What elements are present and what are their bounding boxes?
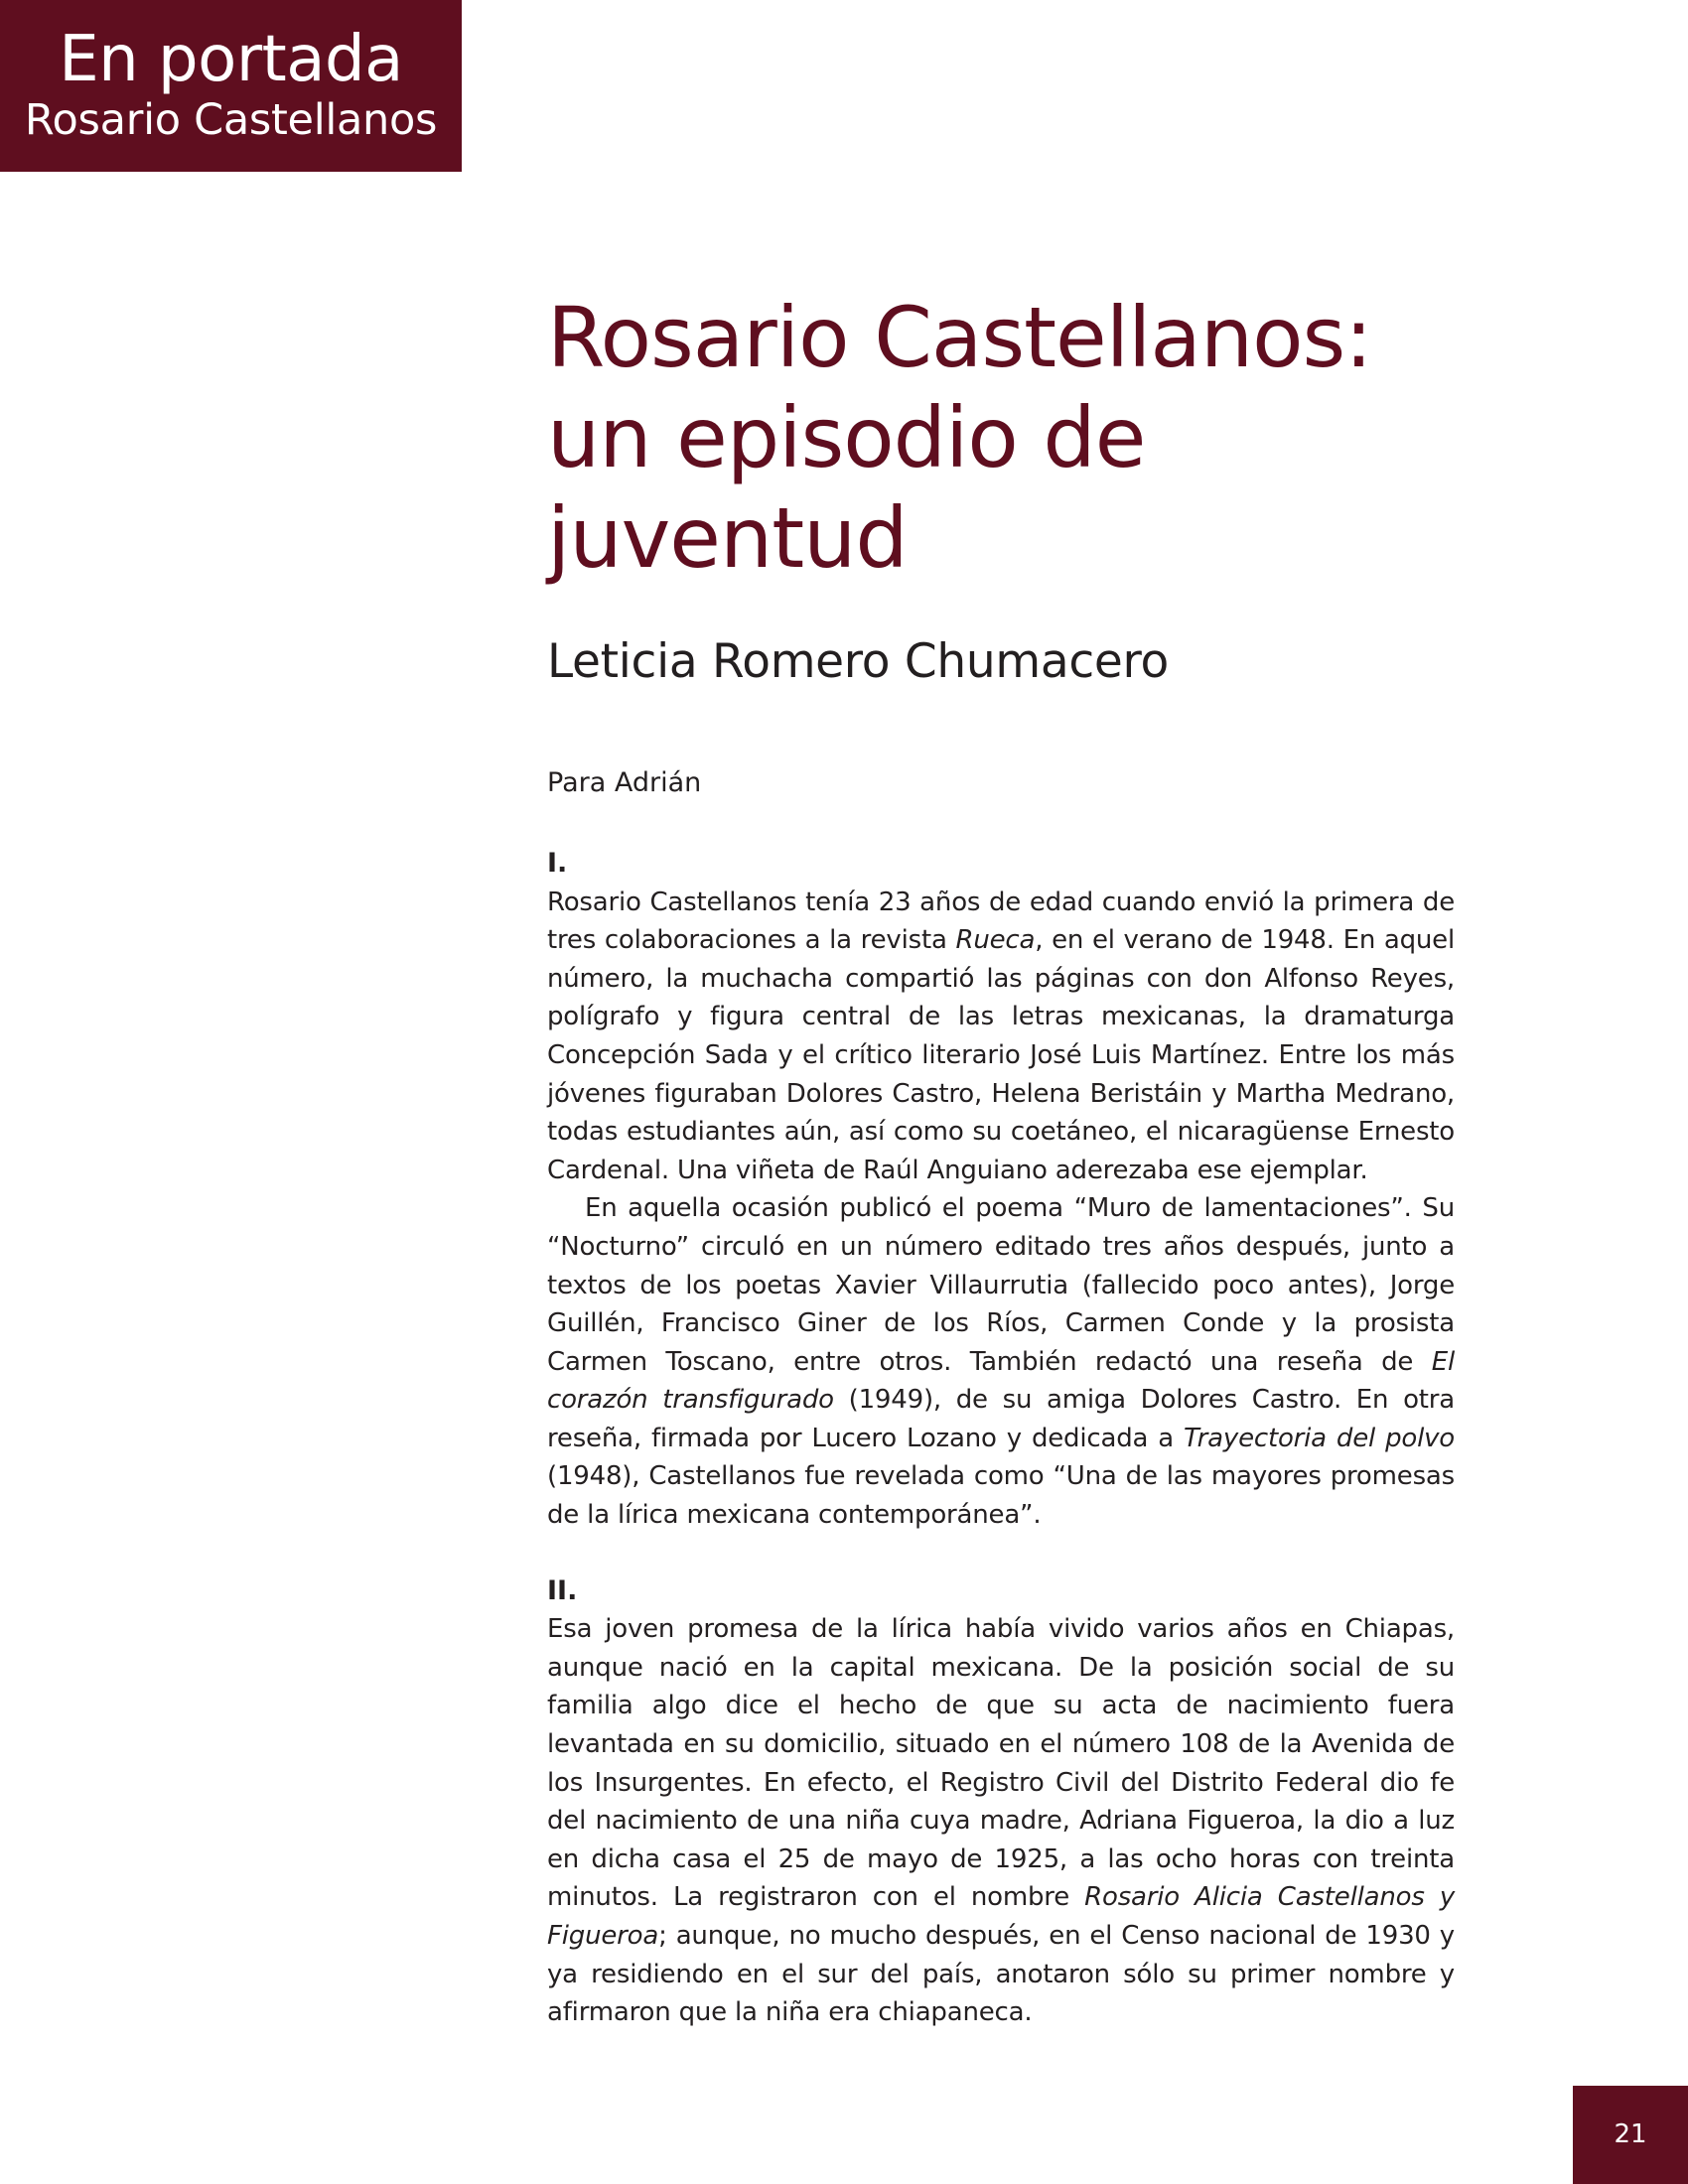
article-title-line: Rosario Castellanos: [547,289,1372,386]
body-paragraph [547,1189,1455,1534]
text-run: En aquella ocasión publicó el poema “Muro de lamentaciones”. Su “Nocturno” circuló en un número editado tres años después, junto a textos de los poetas Xavier Villaurrutia (fallecido poco antes), Jorge Guillén, Francisco Giner de los Ríos, Carmen Conde y la prosista Carmen Toscano, entre otros. También redactó una reseña de [547,1193,1455,1377]
page-number: 21 [1573,2086,1688,2184]
body-paragraph [547,884,1455,1190]
italic-title: Rueca [955,925,1036,956]
section-heading-1: I. [547,848,568,880]
text-run: Esa joven promesa de la lírica había vivido varios años en Chiapas, aunque nació en la capital mexicana. De la posición social de su familia algo dice el hecho de que su acta de nacimiento fuera levantada en su domicilio, situado en el número 108 de la Avenida de los Insurgentes. En efecto, el Registro Civil del Distrito Federal dio fe del nacimiento de una niña cuya madre, Adriana Figueroa, la dio a luz en dicha casa el 25 de mayo de 1925, a las ocho horas con treinta minutos. La registraron con el nombre [547,1614,1455,1913]
italic-title: El corazón transfigurado [547,1346,1455,1416]
italic-title: Rosario Alicia Castellanos y Figueroa [547,1882,1455,1951]
section-subtitle: Rosario Castellanos [24,95,438,145]
article-title-line: un episodio de [547,389,1146,486]
text-run: ; aunque, no mucho después, en el Censo nacional de 1930 y ya residiendo en el sur del país, anotaron sólo su primer nombre y afirmaron que la niña era chiapaneca. [547,1920,1455,2028]
text-run: (1948), Castellanos fue revelada como “Una de las mayores promesas de la lírica mexicana contemporánea”. [547,1461,1455,1531]
section-heading-2: II. [547,1574,578,1606]
article [547,288,1455,2032]
text-run: Rosario Castellanos tenía 23 años de edad cuando envió la primera de tres colaboraciones a la revista [547,887,1455,956]
section-title: En portada [59,23,403,96]
article-dedication: Para Adrián [547,766,702,798]
body-paragraph [547,1610,1455,2032]
italic-title: Trayectoria del polvo [1184,1423,1455,1453]
article-title-line: juventud [547,489,908,587]
section-banner [0,0,462,172]
text-run: (1949), de su amiga Dolores Castro. En otra reseña, firmada por Lucero Lozano y dedicada a [547,1385,1456,1453]
text-run: , en el verano de 1948. En aquel número, la muchacha compartió las páginas con don Alfonso Reyes, polígrafo y figura central de las letras mexicanas, la dramaturga Concepción Sada y el crítico literario José Luis Martínez. Entre los más jóvenes figuraban Dolores Castro, Helena Beristáin y Martha Medrano, todas estudiantes aún, así como su coetáneo, el nicaragüense Ernesto Cardenal. Una viñeta de Raúl Anguiano aderezaba ese ejemplar. [547,925,1456,1185]
article-author: Leticia Romero Chumacero [547,634,1169,689]
article-title [547,288,1455,589]
